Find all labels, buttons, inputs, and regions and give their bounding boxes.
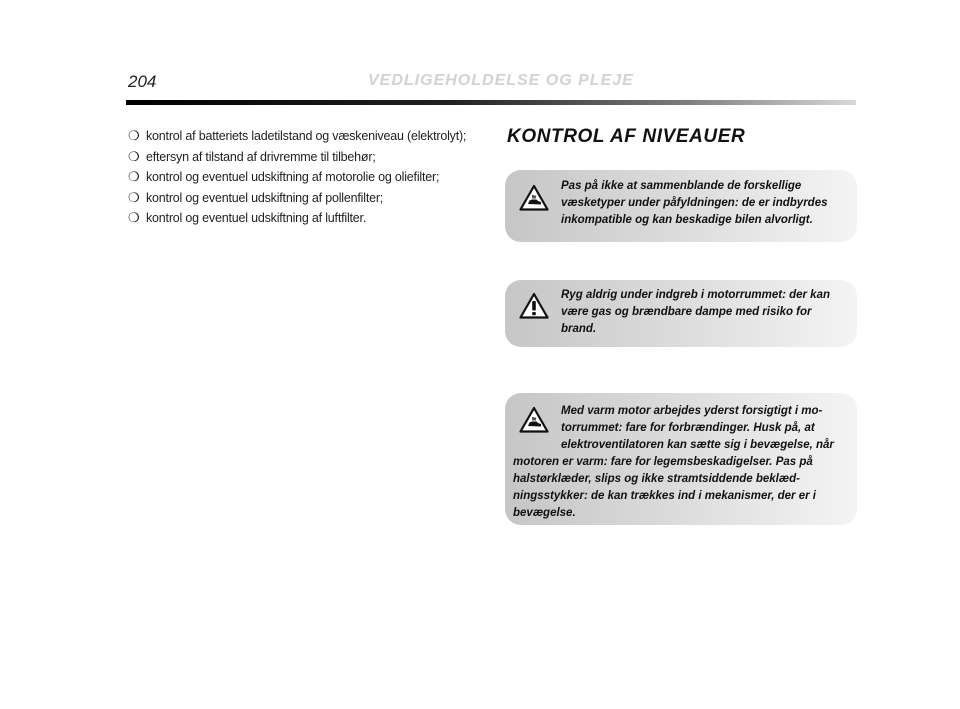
header-rule: [126, 100, 856, 105]
hand-hazard-warning-icon: [519, 406, 549, 433]
bullet-circle-icon: ❍: [128, 148, 140, 164]
bullet-circle-icon: ❍: [128, 210, 140, 226]
bullet-circle-icon: ❍: [128, 189, 140, 205]
warning-box-hot-engine: [505, 393, 857, 525]
warning-line: bevægelse.: [513, 507, 576, 519]
list-item: [128, 188, 488, 209]
warning-line: torrummet: fare for forbrændinger. Husk på, at: [561, 422, 815, 434]
hand-hazard-warning-icon: [519, 184, 549, 211]
warning-box-smoking: [505, 280, 857, 347]
warning-line: væsketyper under påfyldningen: de er indbyrdes: [561, 197, 828, 209]
warning-line: Ryg aldrig under indgreb i motorrummet: der kan: [561, 289, 831, 301]
warning-line: Med varm motor arbejdes yderst forsigtigt i mo-: [561, 405, 823, 417]
list-item: [128, 147, 488, 168]
bullet-circle-icon: ❍: [128, 128, 140, 144]
warning-text-continued: [513, 454, 849, 522]
warning-line: elektroventilatoren kan sætte sig i bevægelse, når: [561, 439, 834, 451]
list-item-text: eftersyn af tilstand af drivremme til tilbehør;: [146, 149, 376, 164]
warning-text: [561, 178, 845, 229]
chapter-title: VEDLIGEHOLDELSE OG PLEJE: [368, 72, 634, 89]
warning-line: halstørklæder, slips og ikke stramtsiddende beklæd-: [513, 473, 800, 485]
warning-line: være gas og brændbare dampe med risiko for: [561, 306, 812, 318]
warning-line: Pas på ikke at sammenblande de forskellige: [561, 180, 802, 192]
warning-line: inkompatible og kan beskadige bilen alvorligt.: [561, 214, 813, 226]
bullet-circle-icon: ❍: [128, 169, 140, 185]
list-item-text: kontrol og eventuel udskiftning af luftfilter.: [146, 211, 367, 226]
warning-text: [561, 403, 845, 454]
list-item: [128, 126, 488, 147]
list-item: [128, 208, 488, 229]
list-item-text: kontrol af batteriets ladetilstand og væskeniveau (elektrolyt);: [146, 129, 467, 144]
warning-line: brand.: [561, 323, 597, 335]
warning-box-fluids: [505, 170, 857, 242]
list-item-text: kontrol og eventuel udskiftning af pollenfilter;: [146, 190, 384, 205]
list-item-text: kontrol og eventuel udskiftning af motorolie og oliefilter;: [146, 170, 440, 185]
warning-line: motoren er varm: fare for legemsbeskadigelser. Pas på: [513, 456, 813, 468]
page-number: 204: [128, 72, 157, 91]
exclamation-warning-icon: [519, 292, 549, 319]
list-item: [128, 167, 488, 188]
warning-line: ningsstykker: de kan trækkes ind i mekanismer, der er i: [513, 490, 816, 502]
maintenance-list: [128, 126, 488, 229]
section-title: KONTROL AF NIVEAUER: [507, 126, 746, 147]
warning-text: [561, 287, 845, 338]
